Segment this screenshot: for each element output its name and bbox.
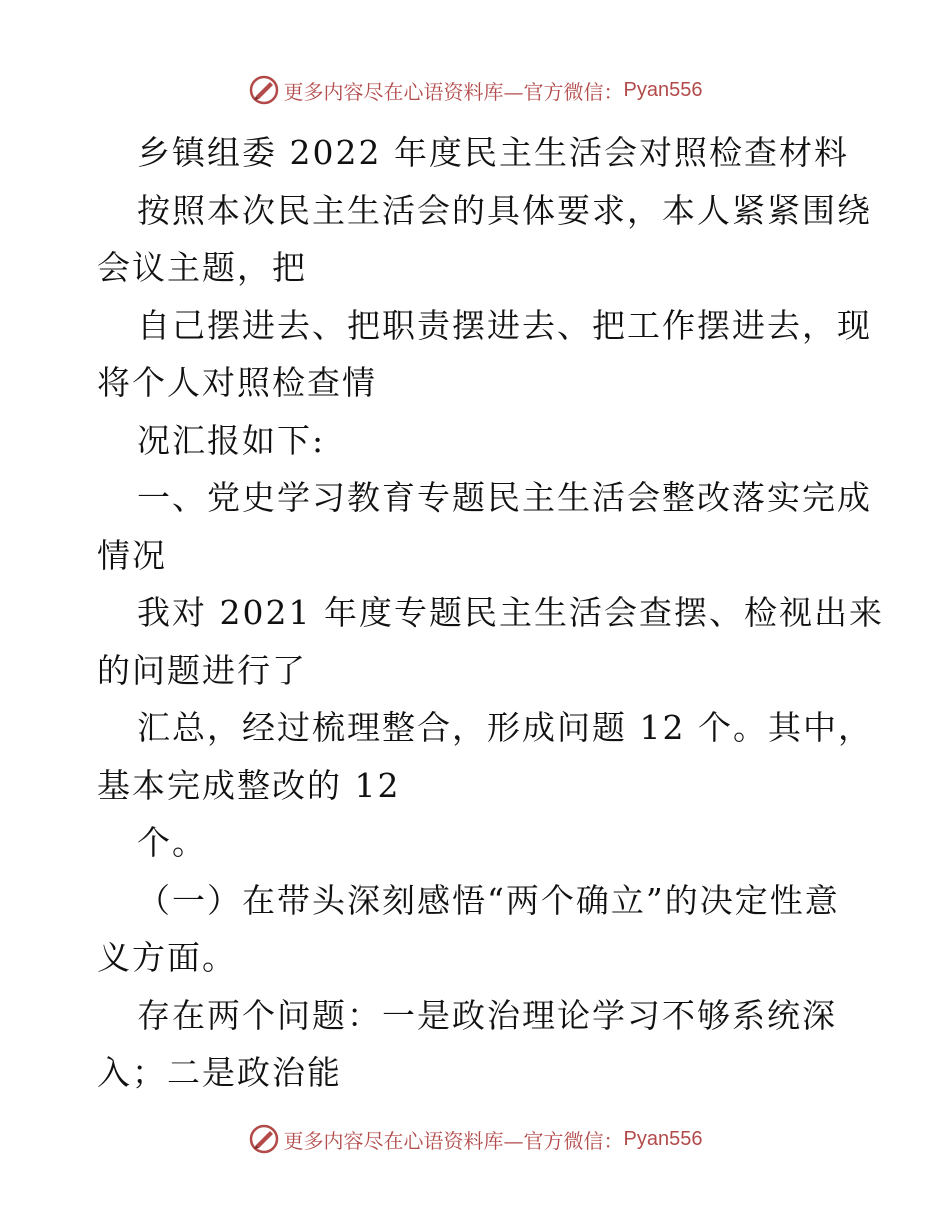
header-watermark: [0, 70, 950, 110]
text-line: 将个人对照检查情: [97, 363, 377, 402]
watermark-text: 更多内容尽在心语资料库—官方微信：: [283, 1128, 624, 1153]
text-line: 基本完成整改的 12: [97, 765, 401, 805]
text-line: 会议主题，把: [97, 248, 307, 287]
pen-logo-icon: [248, 1123, 280, 1155]
text-line: 义方面。: [97, 938, 237, 977]
footer-watermark: [0, 1119, 950, 1159]
document-body: [97, 124, 884, 1102]
text-line: 汇总，经过梳理整合，形成问题 12 个。其中，: [137, 708, 873, 747]
text-line: 一、党史学习教育专题民主生活会整改落实完成: [137, 478, 872, 517]
text-line: 况汇报如下:: [137, 420, 326, 460]
watermark-text: 更多内容尽在心语资料库—官方微信：: [283, 79, 624, 104]
pen-logo-icon: [248, 74, 280, 106]
text-line: 情况: [97, 535, 167, 575]
text-line: 我对 2021 年度专题民主生活会查摆、检视出来: [137, 593, 884, 632]
text-line: 自己摆进去、把职责摆进去、把工作摆进去，现: [137, 305, 872, 345]
text-line: 个。: [137, 823, 207, 862]
text-line: 入；二是政治能: [97, 1053, 342, 1092]
text-line: 按照本次民主生活会的具体要求，本人紧紧围绕: [137, 190, 872, 230]
text-line: （一）在带头深刻感悟“两个确立”的决定性意: [137, 880, 840, 920]
watermark-code: Pyan556: [623, 1127, 703, 1150]
watermark-code: Pyan556: [623, 78, 703, 101]
text-line: 的问题进行了: [97, 650, 307, 690]
text-line: 存在两个问题：一是政治理论学习不够系统深: [137, 995, 837, 1035]
text-line: 乡镇组委 2022 年度民主生活会对照检查材料: [137, 133, 849, 172]
